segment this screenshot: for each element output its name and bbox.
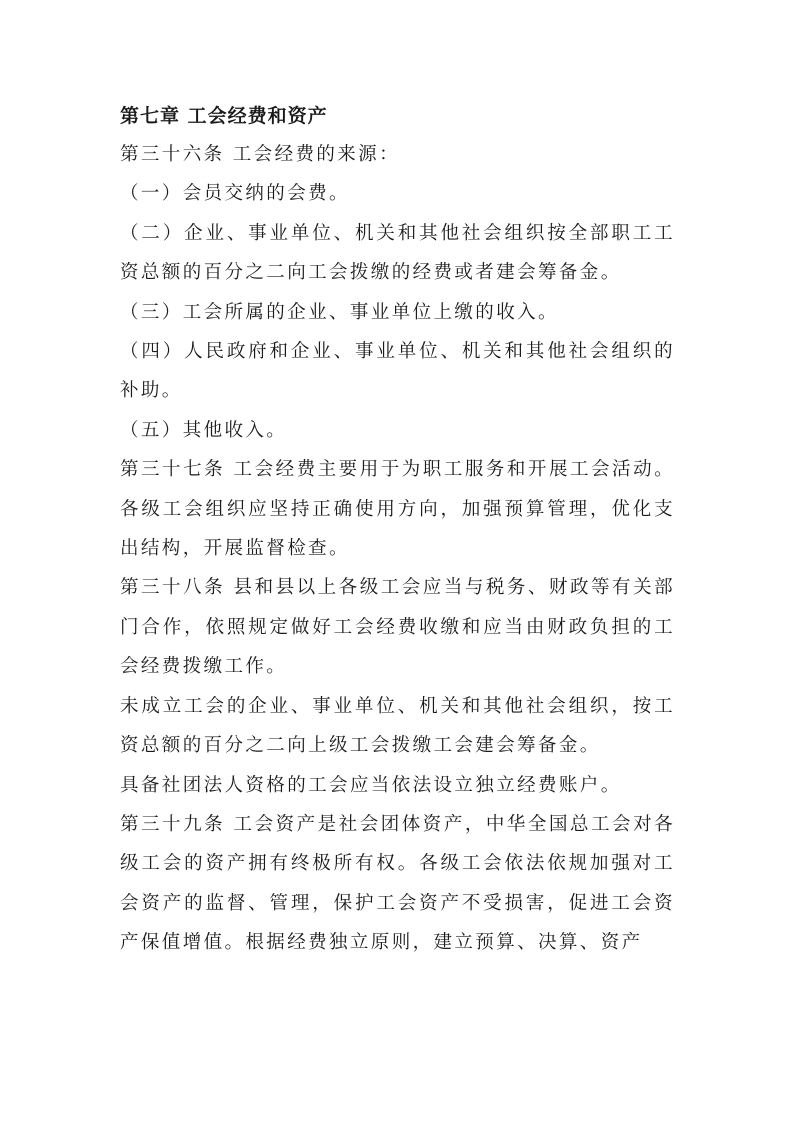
article-36-item-2: （二）企业、事业单位、机关和其他社会组织按全部职工工资总额的百分之二向工会拨缴的经费或者建会筹备金。: [120, 222, 675, 284]
article-36-item-3: （三）工会所属的企业、事业单位上缴的收入。: [120, 301, 559, 323]
article-36-heading: 第三十六条 工会经费的来源：: [120, 144, 400, 165]
article-38-paragraph-2: 未成立工会的企业、事业单位、机关和其他社会组织，按工资总额的百分之二向上级工会拨缴工会建会筹备金。: [120, 695, 675, 757]
chapter-title: 第七章 工会经费和资产: [120, 105, 328, 127]
article-36-item-1: （一）会员交纳的会费。: [120, 183, 350, 205]
article-36-item-4: （四）人民政府和企业、事业单位、机关和其他社会组织的补助。: [120, 341, 675, 402]
document-page: [120, 98, 675, 963]
article-38: 第三十八条 县和县以上各级工会应当与税务、财政等有关部门合作，依照规定做好工会经费收缴和应当由财政负担的工会经费拨缴工作。: [120, 577, 675, 678]
article-36-item-5: （五）其他收入。: [120, 419, 288, 441]
article-38-paragraph-3: 具备社团法人资格的工会应当依法设立独立经费账户。: [120, 774, 622, 796]
article-39: 第三十九条 工会资产是社会团体资产，中华全国总工会对各级工会的资产拥有终极所有权。各级工会依法依规加强对工会资产的监督、管理，保护工会资产不受损害，促进工会资产保值增值。根据经费独立原则，建立预算、决算、资产: [120, 813, 675, 954]
article-37: 第三十七条 工会经费主要用于为职工服务和开展工会活动。各级工会组织应坚持正确使用方向，加强预算管理，优化支出结构，开展监督检查。: [120, 459, 675, 560]
